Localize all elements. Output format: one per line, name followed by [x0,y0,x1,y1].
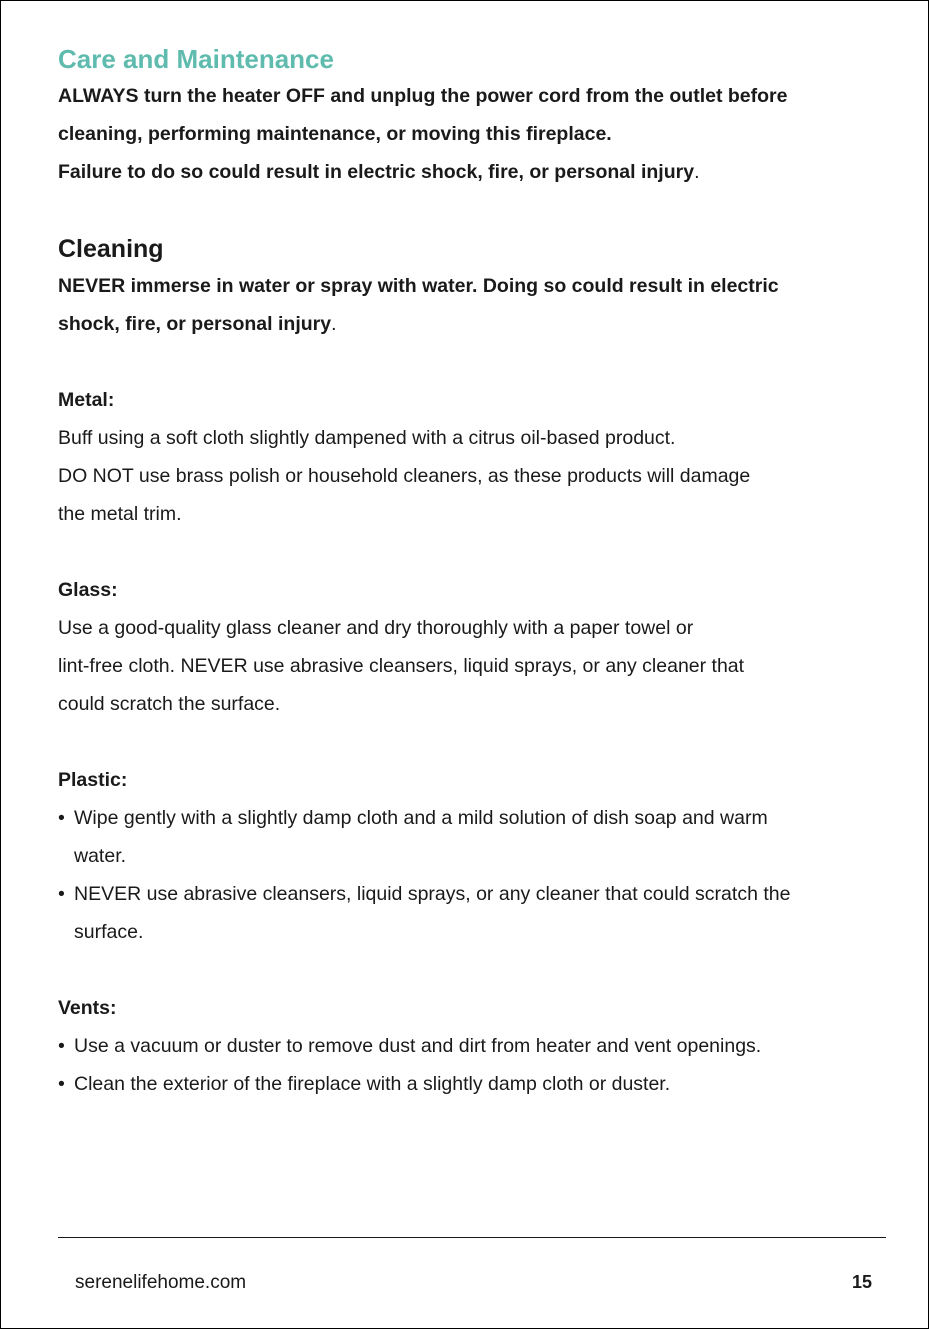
vents-bullet-item [58,1027,888,1065]
care-warning-line: cleaning, performing maintenance, or moving this fireplace. [58,123,612,145]
bullet-dot: • [58,807,65,829]
care-warning-line [58,153,888,191]
care-warning-line: ALWAYS turn the heater OFF and unplug the power cord from the outlet before [58,85,788,107]
glass-label: Glass: [58,579,118,601]
plastic-bullet-item [58,875,888,951]
bullet-dot: • [58,1035,65,1057]
vents-label: Vents: [58,997,117,1019]
footer-divider [58,1237,886,1238]
plastic-label: Plastic: [58,769,128,791]
cleaning-heading: Cleaning [58,235,164,263]
metal-text-line: the metal trim. [58,503,182,525]
cleaning-warning-text: shock, fire, or personal injury [58,313,332,335]
vents-bullet-text: Use a vacuum or duster to remove dust and dirt from heater and vent openings. [74,1035,762,1057]
glass-text-line: Use a good-quality glass cleaner and dry thoroughly with a paper towel or [58,617,694,639]
plastic-bullet-text: Wipe gently with a slightly damp cloth and a mild solution of dish soap and warm water. [74,807,768,867]
vents-bullet-item [58,1065,888,1103]
page-content [58,41,888,1103]
metal-label: Metal: [58,389,115,411]
bullet-dot: • [58,1073,65,1095]
care-warning-period: . [694,161,700,183]
care-warning-text: Failure to do so could result in electric shock, fire, or personal injury [58,161,695,183]
cleaning-warning-period: . [331,313,337,335]
page-number: 15 [851,1272,872,1292]
plastic-bullet-text: NEVER use abrasive cleansers, liquid sprays, or any cleaner that could scratch the surface. [74,883,791,943]
glass-text-line: could scratch the surface. [58,693,281,715]
vents-bullet-text: Clean the exterior of the fireplace with a slightly damp cloth or duster. [74,1073,671,1095]
cleaning-warning-line: NEVER immerse in water or spray with water. Doing so could result in electric [58,275,779,297]
plastic-bullet-item [58,799,888,875]
glass-text-line: lint-free cloth. NEVER use abrasive cleansers, liquid sprays, or any cleaner that [58,655,745,677]
bullet-dot: • [58,883,65,905]
section-title: Care and Maintenance [58,44,334,74]
metal-text-line: Buff using a soft cloth slightly dampened with a citrus oil-based product. [58,427,676,449]
cleaning-warning-line [58,305,888,343]
footer-website: serenelifehome.com [75,1272,247,1293]
metal-text-line: DO NOT use brass polish or household cleaners, as these products will damage [58,465,751,487]
